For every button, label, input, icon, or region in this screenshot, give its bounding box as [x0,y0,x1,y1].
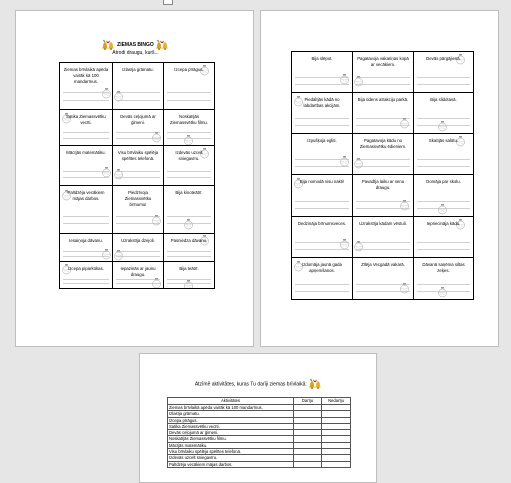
document-page-1 [15,10,254,347]
bingo-cell-text: Dāvanā saņēma siltas zeķes. [422,262,465,273]
bingo-cell [164,110,215,146]
bingo-cell-text: Mācījās matemātiku. [66,150,106,155]
write-line [63,279,109,280]
christmas-ornament-icon [152,215,161,226]
write-line [167,256,211,257]
bingo-cell [164,63,215,110]
bingo-row [292,93,474,134]
header-did-not: Nedarīju [322,398,351,405]
christmas-ornament-icon [114,250,123,261]
bingo-cell [414,52,474,93]
bingo-cell [113,146,164,186]
christmas-ornament-icon [438,121,447,132]
checklist-title: Atzīmē aktivitātes, kuras Tu darīji ziemas brīvlaikā: [194,381,307,388]
bingo-cell-text: Piedzīvoja Ziemassvētku brīnumu! [124,190,152,207]
bingo-cell-text: Palīdzēja vecākiem mājas darbos. [67,190,105,201]
did-checkbox-cell[interactable] [294,461,322,467]
bingo-cell [60,234,113,262]
christmas-ornament-icon [152,132,161,143]
write-line [167,177,211,178]
write-line [417,284,470,285]
bingo-cell [353,134,414,175]
bingo-cell-text: Pavadīja laiku ar senu draugu. [361,179,405,190]
activity-name: Ziemas brīvlaikā apēda vairāk kā 100 mandarīnus. [168,405,294,411]
write-line [295,125,349,126]
bingo-cell [60,110,113,146]
bingo-cell-text: Domāja par skolu. [426,179,461,184]
christmas-ornament-icon [438,287,447,298]
bingo-cell [353,93,414,134]
checklist-title-row [140,378,377,390]
christmas-ornament-icon [340,156,349,167]
write-line [167,92,211,93]
bingo-subtitle: Atrodi draugu, kurš... [112,50,159,56]
christmas-ornament-icon [114,169,123,180]
bingo-cell [60,186,113,234]
write-line [295,284,349,285]
christmas-ornament-icon [354,241,363,252]
write-line [356,249,410,250]
christmas-ornament-icon [438,204,447,215]
write-line [356,159,410,160]
write-line [356,77,410,78]
bingo-grid-2 [291,51,474,300]
bingo-cell [414,217,474,258]
write-line [63,223,109,224]
write-line [295,291,349,292]
bingo-cell [164,186,215,234]
did-not-checkbox-cell[interactable] [322,461,351,467]
bingo-row [60,63,215,110]
bingo-cell-text: Bija teātrī. [179,266,199,271]
activity-name: Izcepa pīrāgus. [168,417,294,423]
bingo-cell-text: Skatījās salūtu. [428,138,459,143]
bingo-cell-text: Uzrakstīja kādam vēstuli. [359,221,407,226]
bingo-row [292,258,474,300]
activity-name: Satika Ziemassvētku vecīti. [168,423,294,429]
write-line [417,159,470,160]
document-page-3 [139,353,377,483]
bingo-cell [414,258,474,300]
write-line [417,242,470,243]
bingo-cell [353,217,414,258]
bingo-cell-text: Izpušķoja egliti. [307,138,337,143]
bingo-cell-text: Pagatavoja vakariņas kopā ar vecākiem. [357,56,409,67]
bingo-cell-text: Visu brīvlaiku spēlēja spēlītes telefonā. [117,150,159,161]
write-line [63,132,109,133]
bingo-cell-text: Izdomāja jaunā gada apņemšanos. [302,262,342,273]
bingo-cell-text: Zīlēja Vecgadā vakarā. [361,262,405,267]
bingo-cell [292,175,353,217]
bingo-cell-text: Satika Ziemassvētku vecīti. [66,114,106,125]
christmas-ornament-icon [102,167,111,178]
bingo-cell [292,258,353,300]
christmas-ornament-icon [400,283,409,294]
bingo-cell-text: Ziemas brīvlaikā apēda vairāk kā 100 mandarīnus. [63,67,109,84]
activities-table [167,397,351,468]
bingo-cell [292,134,353,175]
christmas-ornament-icon [114,91,123,102]
write-line [356,166,410,167]
bingo-cell [60,146,113,186]
christmas-ornament-icon [102,249,111,260]
bingo-cell [113,262,164,289]
bingo-cell [113,63,164,110]
bingo-cell-text: Devās ceļojumā ar ģimeni. [120,114,156,125]
bingo-cell-text: Pasniedza dāvanu. [170,238,208,243]
write-line [417,249,470,250]
bingo-cell [60,262,113,289]
bingo-cell [353,258,414,300]
bingo-cell [60,63,113,110]
write-line [295,118,349,119]
bingo-cell-text: Devās pārgājienā. [426,56,461,61]
write-line [63,283,109,284]
bingo-grid-1 [59,62,215,289]
bingo-cell [292,93,353,134]
bingo-cell-text: Dedzināja brīnumsveces. [297,221,347,226]
write-line [356,242,410,243]
header-activities: Aktivitātes [168,398,294,405]
activity-name: Mācījās matemātiku. [168,442,294,448]
write-line [167,132,211,133]
christmas-ornament-icon [340,239,349,250]
bingo-row [60,146,215,186]
christmas-ornament-icon [152,278,161,288]
bingo-cell-text: Bija kinoteātrī. [175,190,203,195]
bingo-cell-text: Pagatavoja kādu no Ziemassvētku ēdieniem. [359,138,407,149]
bingo-cell-text: Izlasīja grāmatu. [122,67,154,72]
bingo-cell-text: Iepazinās ar jaunu draugu. [120,266,156,277]
christmas-ornament-icon [400,118,409,129]
christmas-ornament-icon [340,74,349,85]
bingo-cell-text: Bija ūdens atrakciju parkā. [357,97,409,102]
bingo-cell [164,234,215,262]
page-top-marker [163,0,173,5]
activity-name: Devās ceļojumā ar ģimeni. [168,430,294,436]
write-line [63,216,109,217]
bingo-cell-text: Bija nomodā visu nakti! [299,179,345,184]
write-line [417,84,470,85]
bingo-cell-text: Noskatījās Ziemassvētku filmu. [170,114,208,125]
bingo-cell-text: Iepriecināja kādu. [426,221,461,226]
activity-row [168,461,351,467]
write-line [63,100,109,101]
bingo-cell-text: Bija slidotavā. [430,97,457,102]
bingo-row [60,110,215,146]
bingo-cell-text: Izdevās uzcelt sniegavīru. [175,150,203,161]
write-line [417,118,470,119]
activity-name: Noskatījās Ziemassvētku filmu. [168,436,294,442]
write-line [417,77,470,78]
christmas-ornament-icon [102,88,111,99]
christmas-ornament-icon [184,280,193,288]
bingo-cell [164,146,215,186]
bingo-cell-text: Iesaiņoja dāvanu. [69,238,103,243]
bingo-cell [113,234,164,262]
bingo-cell [414,93,474,134]
write-line [167,100,211,101]
bingo-row [60,262,215,289]
activity-name: Izdevās uzcelt sniegavīru. [168,455,294,461]
write-line [295,201,349,202]
bingo-cell [414,134,474,175]
bingo-cell [113,110,164,146]
activity-name: Visu brīvlaiku spēlēja spēlītes telefonā. [168,449,294,455]
bingo-row [60,234,215,262]
write-line [417,166,470,167]
bingo-cell [414,175,474,217]
write-line [356,84,410,85]
bingo-row [60,186,215,234]
bingo-cell [292,52,353,93]
bingo-cell [353,175,414,217]
christmas-bells-icon [308,378,323,390]
bingo-row [292,52,474,93]
bingo-cell [113,186,164,234]
write-line [167,171,211,172]
bingo-cell-text: Piedalījās kādā no labdarības akcijām. [303,97,341,108]
bingo-cell [164,262,215,289]
bingo-cell-text: Izcepa pīrāgus. [174,67,204,72]
activities-header-row [168,398,351,405]
christmas-ornament-icon [400,200,409,211]
document-page-2 [260,10,499,347]
bingo-cell-text: Izcepa piparkūkas. [68,266,104,271]
activity-name: Izlasīja grāmatu. [168,411,294,417]
write-line [417,201,470,202]
header-did: Darīju [294,398,322,405]
bingo-cell-text: Bija slēpot. [311,56,333,61]
bingo-cell [292,217,353,258]
bingo-row [292,175,474,217]
activity-name: Palīdzēja vecākiem mājas darbos. [168,461,294,467]
write-line [167,216,211,217]
write-line [167,251,211,252]
christmas-ornament-icon [184,219,193,230]
christmas-ornament-icon [184,135,193,146]
christmas-ornament-icon [354,158,363,169]
bingo-cell-text: Uzrakstīja dzejoli. [121,238,155,243]
bingo-cell [353,52,414,93]
bingo-title: ZIEMAS BINGO [117,42,154,48]
bingo-row [292,217,474,258]
write-line [63,138,109,139]
christmas-ornament-icon [354,76,363,87]
write-line [295,208,349,209]
bingo-row [292,134,474,175]
